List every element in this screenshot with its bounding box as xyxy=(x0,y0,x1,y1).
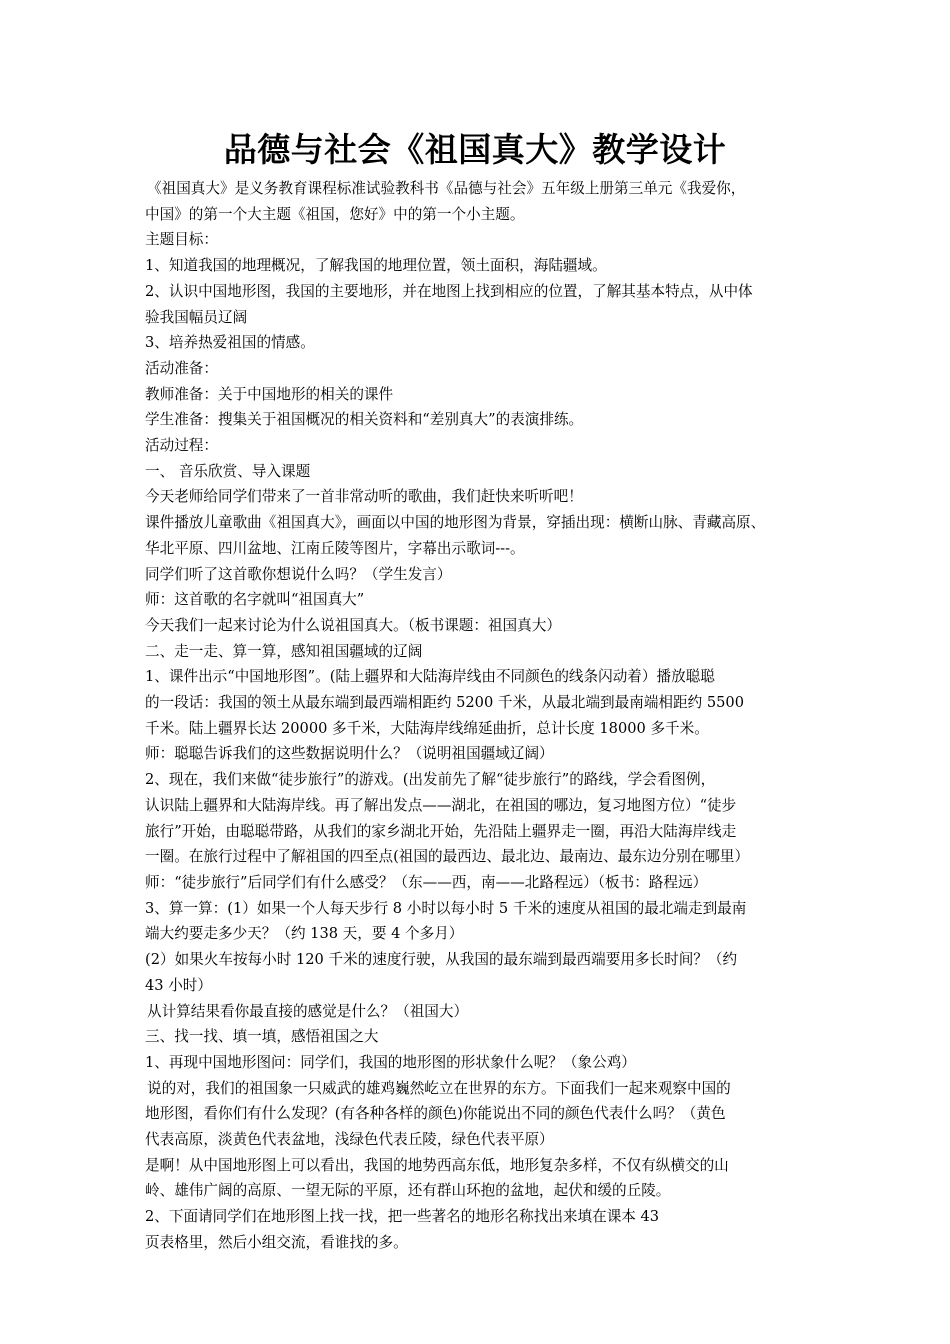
text-line: 师：“徒步旅行”后同学们有什么感受？（东——西，南——北路程远）（板书：路程远） xyxy=(145,873,708,891)
text-line: 1、再现中国地形图问：同学们，我国的地形图的形状象什么呢？（象公鸡） xyxy=(145,1053,636,1071)
text-line: 今天我们一起来讨论为什么说祖国真大。（板书课题：祖国真大） xyxy=(145,616,561,634)
text-line: 验我国幅员辽阔 xyxy=(145,308,248,326)
text-line: 教师准备：关于中国地形的相关的课件 xyxy=(145,385,394,403)
text-line: 千米。陆上疆界长达 20000 多千米，大陆海岸线绵延曲折，总计长度 18000 多千米。 xyxy=(145,719,709,737)
text-line: 一、 音乐欣赏、导入课题 xyxy=(145,462,311,480)
text-line: 是啊！从中国地形图上可以看出，我国的地势西高东低，地形复杂多样，不仅有纵横交的山 xyxy=(145,1156,729,1174)
text-line: 二、走一走、算一算，感知祖国疆域的辽阔 xyxy=(145,642,423,660)
text-line: 页表格里，然后小组交流，看谁找的多。 xyxy=(145,1233,408,1251)
text-line: 主题目标： xyxy=(145,231,218,249)
text-line: 师：这首歌的名字就叫“祖国真大” xyxy=(145,591,365,609)
text-line: 岭、雄伟广阔的高原、一望无际的平原，还有群山环抱的盆地，起伏和缓的丘陵。 xyxy=(145,1182,671,1200)
text-line: 端大约要走多少天？（约 138 天，要 4 个多月） xyxy=(145,925,464,943)
text-line: 课件播放儿童歌曲《祖国真大》，画面以中国的地形图为背景，穿插出现：横断山脉、青藏高原、 xyxy=(145,514,766,532)
text-line: 三、找一找、填一填，感悟祖国之大 xyxy=(145,1028,379,1046)
text-line: 学生准备：搜集关于祖国概况的相关资料和“差别真大”的表演排练。 xyxy=(145,411,584,429)
text-line: 从计算结果看你最直接的感觉是什么？（祖国大） xyxy=(147,1002,469,1020)
text-line: 今天老师给同学们带来了一首非常动听的歌曲，我们赶快来听听吧！ xyxy=(145,488,583,506)
text-line: 1、课件出示“中国地形图”。(陆上疆界和大陆海岸线由不同颜色的线条闪动着）播放聪聪 xyxy=(145,668,715,686)
text-line: (2）如果火车按每小时 120 千米的速度行驶，从我国的最东端到最西端要用多长时间？（约 xyxy=(145,951,738,969)
text-line: 《祖国真大》是义务教育课程标准试验教科书《品德与社会》五年级上册第三单元《我爱你， xyxy=(147,180,746,197)
text-line: 华北平原、四川盆地、江南丘陵等图片，字幕出示歌词---。 xyxy=(145,539,525,557)
text-line: 同学们听了这首歌你想说什么吗？（学生发言） xyxy=(145,565,452,583)
text-line: 一圈。在旅行过程中了解祖国的四至点(祖国的最西边、最北边、最南边、最东边分别在哪里） xyxy=(145,848,750,866)
text-line: 1、知道我国的地理概况，了解我国的地理位置，领土面积，海陆疆域。 xyxy=(145,257,607,275)
text-line: 旅行”开始，由聪聪带路，从我们的家乡湖北开始，先沿陆上疆界走一圈，再沿大陆海岸线走 xyxy=(145,822,737,840)
text-line: 说的对，我们的祖国象一只威武的雄鸡巍然屹立在世界的东方。下面我们一起来观察中国的 xyxy=(147,1079,731,1097)
text-line: 活动准备： xyxy=(145,359,218,377)
text-line: 2、下面请同学们在地形图上找一找，把一些著名的地形名称找出来填在课本 43 xyxy=(145,1208,660,1226)
document-body xyxy=(145,176,815,1256)
text-line: 2、现在，我们来做“徒步旅行”的游戏。(出发前先了解“徒步旅行”的路线，学会看图例， xyxy=(145,771,716,789)
text-line: 2、认识中国地形图，我国的主要地形，并在地图上找到相应的位置，了解其基本特点，从中体 xyxy=(145,282,753,300)
text-line: 中国》的第一个大主题《祖国，您好》中的第一个小主题。 xyxy=(145,205,525,223)
text-line: 的一段话：我国的领土从最东端到最西端相距约 5200 千米，从最北端到最南端相距约 5500 xyxy=(145,694,744,712)
text-line: 3、算一算：(1）如果一个人每天步行 8 小时以每小时 5 千米的速度从祖国的最北端走到最南 xyxy=(145,899,747,917)
text-line: 认识陆上疆界和大陆海岸线。再了解出发点——湖北，在祖国的哪边，复习地图方位）“徒步 xyxy=(145,796,737,814)
text-line: 地形图，看你们有什么发现？(有各种各样的颜色)你能说出不同的颜色代表什么吗？（黄色 xyxy=(145,1105,726,1123)
text-line: 3、培养热爱祖国的情感。 xyxy=(145,334,315,352)
text-line: 活动过程： xyxy=(145,437,218,455)
text-line: 师：聪聪告诉我们的这些数据说明什么？（说明祖国疆域辽阔） xyxy=(145,745,554,763)
document-title: 品德与社会《祖国真大》教学设计 xyxy=(223,130,727,169)
text-line: 43 小时） xyxy=(145,976,212,994)
text-line: 代表高原，淡黄色代表盆地，浅绿色代表丘陵，绿色代表平原） xyxy=(145,1131,554,1149)
